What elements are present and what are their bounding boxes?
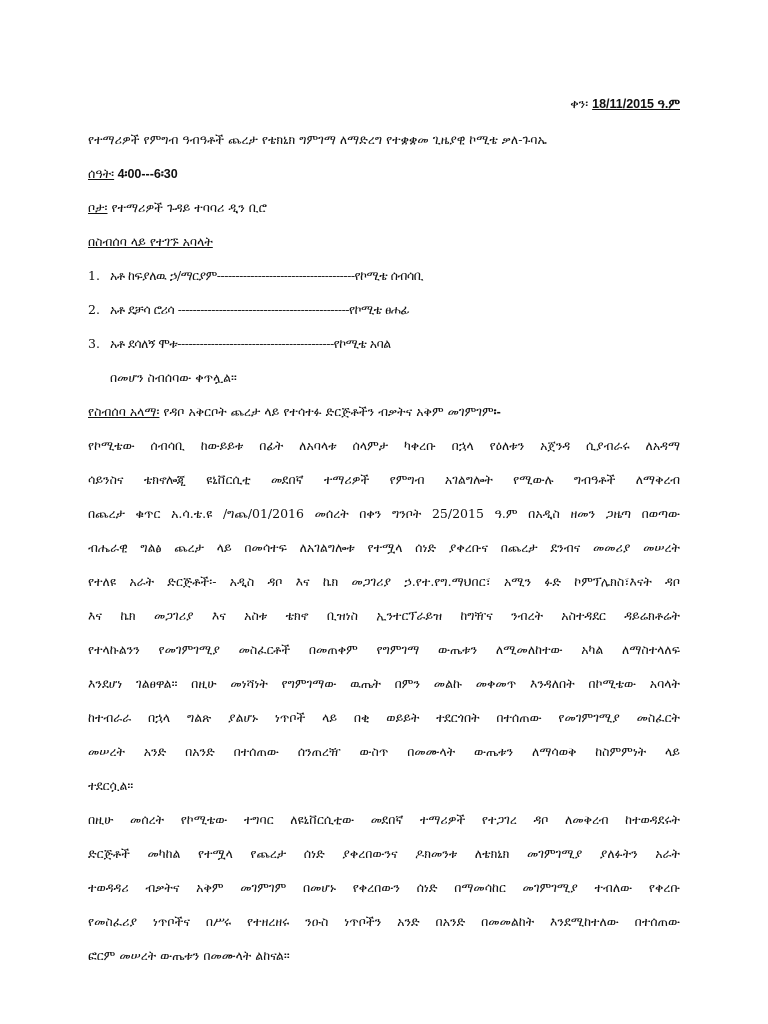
attendee-item (88, 268, 423, 284)
time-line (88, 166, 178, 182)
time-label: ሰዓት፡ (88, 166, 115, 181)
date-line (570, 96, 680, 112)
agenda-suffix: ፡- (493, 405, 501, 419)
date-value: 18/11/2015 ዓ.ም (592, 97, 680, 111)
place-line (88, 200, 267, 216)
attendee-text: አቶ ከፍያለዉ ኃ/ማርያም-------------------------------------የኮሚቴ ሰብሳቢ (110, 268, 424, 283)
attendee-number: 3. (88, 336, 100, 351)
paragraph-2-line: የመስፈሪያ ነጥቦችና በሥሩ የተዘረዘሩ ንዑስ ነጥቦችን አንድ በአንድ በመመልከት እንደሚከተለው በተሰጠው (88, 914, 680, 929)
attendee-number: 1. (88, 268, 100, 283)
document-title: የተማሪዎች የምግብ ዓብዓቶች ጨረታ የቴክኒክ ግምገማ ለማድረግ የተቋቋመ ጊዜያዊ ኮሚቴ ቃለ-ጉባኤ (88, 132, 547, 147)
place-label: ቦታ፡ (88, 200, 108, 215)
paragraph-1-line: የኮሚቴው ሰብሳቢ ከውይይቱ በፊት ለአባላቱ ሰላምታ ካቀረቡ በኋላ የዕለቱን አጀንዳ ሲያብራሩ ለአዳማ (88, 438, 680, 453)
paragraph-2-line: ድርጅቶች መካከል የተሟላ የጨረታ ሰነድ ያቀረበውንና ዶክመንቱ ለቴክኒክ መገምገሚያ ያለፉትን አራት (88, 846, 680, 861)
paragraph-1-line: የተላኩልንን የመገምገሚያ መስፈርቶች በመጠቀም የግምገማ ውጤቱን ለሚመለከተው አካል ለማስተላለፍ (88, 642, 680, 657)
attendees-heading: በስብሰባ ላይ የተገኙ አባላት (88, 234, 213, 249)
paragraph-2-line: በዚሁ መሰረት የኮሚቴው ተግባር ለዩኒቨርሲቲው መደበኛ ተማሪዎች የተጋገረ ዳቦ ለመቅረብ ከተወዳደሩት (88, 812, 680, 827)
paragraph-1-line: የተለዩ አራት ድርጅቶች፡- አዲስ ዳቦ እና ኬክ መጋገሪያ ኃ.የተ.የግ.ማህበር፣ አሚን ፉድ ኮምፕሌክስ፣እናት ዳቦ (88, 574, 680, 589)
attendee-item (88, 336, 391, 352)
paragraph-1-line: በጨረታ ቁጥር አ.ሳ.ቴ.ዩ /ግጨ/01/2016 መሰረት በቀን ግንቦት 25/2015 ዓ.ም በአዲስ ዘመን ጋዜጣ በወጣው (88, 506, 680, 521)
attendee-text: አቶ ደሳለኝ ሞቱ------------------------------------------የኮሚቴ አባል (110, 336, 391, 351)
paragraph-1-line: ሳይንስና ቴክኖሎጂ ዩኒቨርሲቲ መደበኛ ተማሪዎች የምግብ አገልግሎት የሚውሉ ግብዓቶች ለማቅረብ (88, 472, 680, 487)
quorum-statement: በመሆን ስብሰባው ቀጥሏል። (110, 370, 237, 385)
paragraph-1-line: ከተብራራ በኋላ ግልጽ ያልሆኑ ነጥቦች ላይ በቂ ወይይት ተደርጎበት በተሰጠው የመገምገሚያ መስፈርት (88, 710, 680, 725)
paragraph-1-line: መሠረት አንድ በአንድ በተሰጠው ሰንጠረዥ ውስጥ በመሙላት ውጤቱን ለማሳወቅ ከስምምነት ላይ (88, 744, 680, 759)
paragraph-2-line: ተወዳዳሪ ብቃትና አቅም መገምገም በመሆኑ የቀረበውን ሰነድ በማመሳከር መገምገሚያ ተብለው የቀረቡ (88, 880, 680, 895)
agenda-value: የዳቦ አቅርቦት ጨረታ ላይ የተሳተፉ ድርጅቶችን ብቃትና አቅም መገምገም (159, 404, 494, 419)
paragraph-1-line: እና ኬክ መጋገሪያ እና አስቱ ቴክኖ ቢዝነስ ኢንተርፕራይዝ ከግዥና ንብረት አስተዳደር ዳይሬክቶሬት (88, 608, 680, 623)
paragraph-1-line: ተደርሷል። (88, 778, 134, 793)
agenda-line (88, 404, 501, 420)
paragraph-1-line: እንደሆነ ገልፀዋል። በዚሁ መነሻነት የግምገማው ዉጤት በምን መልኩ መቀመጥ እንዳለበት በኮሚቴው አባላት (88, 676, 680, 691)
paragraph-2-line: ፎርም መሠረት ውጤቱን በመሙላት ልከናል። (88, 948, 290, 963)
agenda-label: የስብሰባ አላማ፡ (88, 404, 160, 419)
attendee-number: 2. (88, 302, 100, 317)
place-value: የተማሪዎች ጉዳይ ተባባሪ ዲን ቢሮ (107, 200, 267, 215)
attendee-text: አቶ ደቻሳ ሮሪሳ ----------------------------------------------የኮሚቴ ፀሐፊ (110, 302, 410, 317)
time-value: 4፡00---6፡30 (114, 167, 178, 181)
paragraph-1-line: ብሔራዊ ግልፅ ጨረታ ላይ በመሳተፍ ለአገልግሎቱ የተሟላ ሰነድ ያቀረቡና በጨረታ ደንብና መመሪያ መሠረት (88, 540, 680, 555)
attendee-item (88, 302, 409, 318)
date-label: ቀን፡ (570, 96, 593, 111)
